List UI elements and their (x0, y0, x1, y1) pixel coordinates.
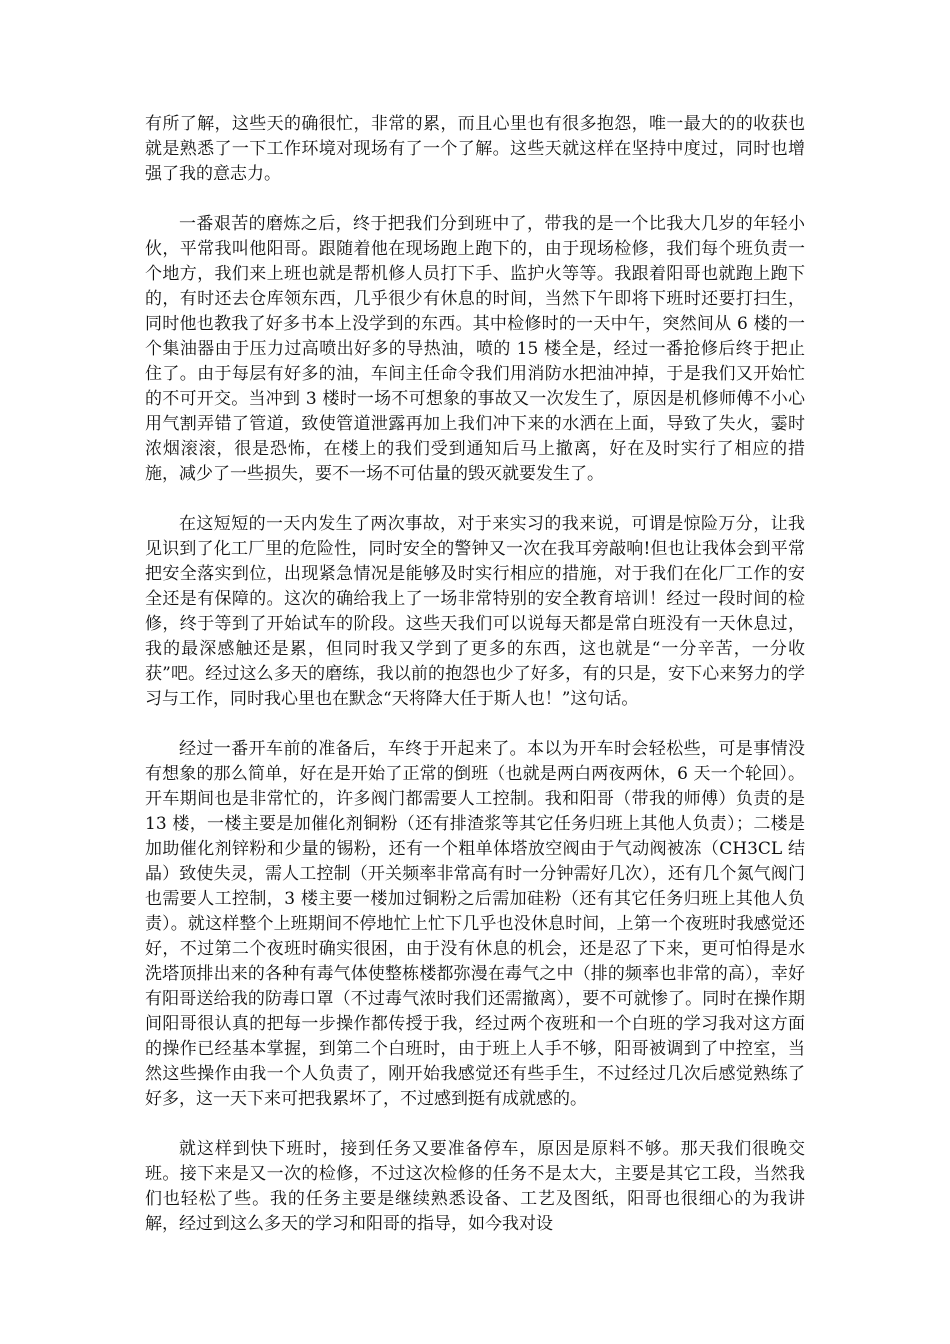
paragraph-5: 就这样到快下班时，接到任务又要准备停车，原因是原料不够。那天我们很晚交班。接下来是又一次的检修，不过这次检修的任务不是太大，主要是其它工段，当然我们也轻松了些。我的任务主要是继续熟悉设备、工艺及图纸，阳哥也很细心的为我讲解，经过到这么多天的学习和阳哥的指导，如今我对设 (145, 1139, 805, 1234)
paragraph-3: 在这短短的一天内发生了两次事故，对于来实习的我来说，可谓是惊险万分，让我见识到了化工厂里的危险性，同时安全的警钟又一次在我耳旁敲响!但也让我体会到平常把安全落实到位，出现紧急情况是能够及时实行相应的措施，对于我们在化厂工作的安全还是有保障的。这次的确给我上了一场非常特别的安全教育培训！经过一段时间的检修，终于等到了开始试车的阶段。这些天我们可以说每天都是常白班没有一天休息过，我的最深感触还是累，但同时我又学到了更多的东西，这也就是“一分辛苦，一分收获”吧。经过这么多天的磨练，我以前的抱怨也少了好多，有的只是，安下心来努力的学习与工作，同时我心里也在默念“天将降大任于斯人也！”这句话。 (145, 514, 805, 709)
paragraph-2: 一番艰苦的磨炼之后，终于把我们分到班中了，带我的是一个比我大几岁的年轻小伙，平常我叫他阳哥。跟随着他在现场跑上跑下的，由于现场检修，我们每个班负责一个地方，我们来上班也就是帮机修人员打下手、监护火等等。我跟着阳哥也就跑上跑下的，有时还去仓库领东西，几乎很少有休息的时间，当然下午即将下班时还要打扫生，同时他也教我了好多书本上没学到的东西。其中检修时的一天中午，突然间从 6 楼的一个集油器由于压力过高喷出好多的导热油，喷的 15 楼全是，经过一番抢修后终于把止住了。由于每层有好多的油，车间主任命令我们用消防水把油冲掉，于是我们又开始忙的不可开交。当冲到 3 楼时一场不可想象的事故又一次发生了，原因是机修师傅不小心用气割弄错了管道，致使管道泄露再加上我们冲下来的水洒在上面，导致了失火，霎时浓烟滚滚，很是恐怖，在楼上的我们受到通知后马上撤离，好在及时实行了相应的措施，减少了一些损失，要不一场不可估量的毁灭就要发生了。 (145, 214, 805, 484)
paragraph-4: 经过一番开车前的准备后，车终于开起来了。本以为开车时会轻松些，可是事情没有想象的那么简单，好在是开始了正常的倒班（也就是两白两夜两休，6 天一个轮回）。开车期间也是非常忙的，许多阀门都需要人工控制。我和阳哥（带我的师傅）负责的是 13 楼，一楼主要是加催化剂铜粉（还有排渣浆等其它任务归班上其他人负责）；二楼是加助催化剂锌粉和少量的锡粉，还有一个粗单体塔放空阀由于气动阀被冻（CH3CL 结晶）致使失灵，需人工控制（开关频率非常高有时一分钟需好几次），还有几个氮气阀门也需要人工控制，3 楼主要一楼加过铜粉之后需加硅粉（还有其它任务归班上其他人负责）。就这样整个上班期间不停地忙上忙下几乎也没休息时间，上第一个夜班时我感觉还好，不过第二个夜班时确实很困，由于没有休息的机会，还是忍了下来，更可怕得是水洗塔顶排出来的各种有毒气体使整栋楼都弥漫在毒气之中（排的频率也非常的高），幸好有阳哥送给我的防毒口罩（不过毒气浓时我们还需撤离），要不可就惨了。同时在操作期间阳哥很认真的把每一步操作都传授于我，经过两个夜班和一个白班的学习我对这方面的操作已经基本掌握，到第二个白班时，由于班上人手不够，阳哥被调到了中控室，当然这些操作由我一个人负责了，刚开始我感觉还有些手生，不过经过几次后感觉熟练了好多，这一天下来可把我累坏了，不过感到挺有成就感的。 (145, 739, 805, 1109)
paragraph-1: 有所了解，这些天的确很忙，非常的累，而且心里也有很多抱怨，唯一最大的的收获也就是熟悉了一下工作环境对现场有了一个了解。这些天就这样在坚持中度过，同时也增强了我的意志力。 (145, 114, 805, 184)
document-page (145, 112, 805, 1237)
